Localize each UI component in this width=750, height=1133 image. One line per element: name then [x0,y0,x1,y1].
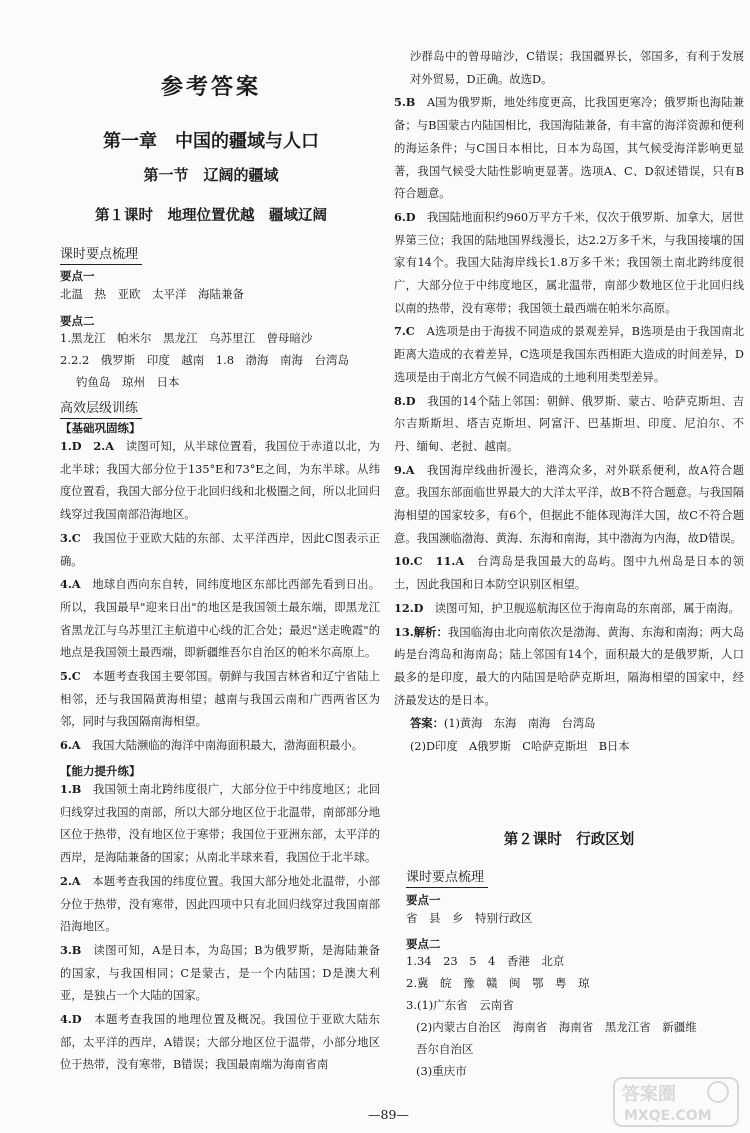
item-text: 地球自西向东自转，同纬度地区东部比西部先看到日出。所以，我国最早"迎来日出"的地区是我国领土最东端，即黑龙江省黑龙江与乌苏里江主航道中心线的汇合处；最迟"送走晚霞"的地点是我国领土最西端，即新疆维吾尔自治区的帕米尔高原上。 [60,578,380,660]
item-text: 读图可知，从半球位置看，我国位于赤道以北，为北半球；我国大部分位于135°E和73°E之间，为东半球。从纬度位置看，我国大部分位于北回归线和北极圈之间，所以北回归线穿过我国南部沿海地区。 [60,440,380,522]
item-number: 3.C [60,530,81,545]
answer-item [60,734,380,758]
item-text: 读图可知，A是日本，为岛国；B为俄罗斯，是海陆兼备的国家，与我国相同；C是蒙古，是一个内陆国；D是澳大利亚，是独占一个大陆的国家。 [60,943,380,1003]
item-number: 3.B [60,942,82,957]
point1-text: 北温 热 亚欧 太平洋 海陆兼备 [60,287,244,301]
answer-item [394,320,744,389]
item-number: 12.D [394,600,424,615]
item-number: 4.A [60,577,81,592]
point1-label: 要点一 [60,269,95,283]
watermark-logo [612,1074,740,1130]
item-text: 读图可知，护卫舰巡航海区位于海南岛的东南部，属于南海。 [434,601,740,615]
review-heading: 课时要点梳理 [60,243,138,262]
item-number: 10.C 11.A [394,554,465,569]
basic-items [60,435,380,758]
item-text: 我国领土南北跨纬度很广，大部分位于中纬度地区；北回归线穿过我国的南部，所以大部分地区位于北温带，南部部分地区位于热带，没有地区位于寒带；我国位于亚洲东部，太平洋的西岸，是海陆兼备的国家；从南北半球来看，我国位于北半球。 [60,783,380,865]
answer-item [394,459,744,551]
item-text: A国为俄罗斯，地处纬度更高，比我国更寒冷；俄罗斯也海陆兼备；与B国蒙古内陆国相比，我国海陆兼备，有丰富的海洋资源和便利的海运条件；与C国日本相比，日本为岛国，其气候受海洋影响更显著，我国气候受大陆性影响更显著。选项A、C、D叙述错误，只有B符合题意。 [394,96,744,201]
l2-point2-label: 要点二 [406,937,441,951]
answer-item [394,550,744,596]
chapter-title: 第一章 中国的疆域与人口 [103,131,319,152]
lesson-title: 第１课时 地理位置优越 疆域辽阔 [95,208,327,224]
item-number: 6.D [394,209,416,224]
l2-point2-line: 吾尔自治区 [416,1042,474,1056]
answer-label: 答案： [410,716,444,731]
item-text: 我国的14个陆上邻国：朝鲜、俄罗斯、蒙古、哈萨克斯坦、吉尔吉斯斯坦、塔吉克斯坦、阿富汗、巴基斯坦、印度、尼泊尔、不丹、缅甸、老挝、越南。 [394,394,744,453]
answer-item [394,597,744,621]
ability-items [60,778,380,1077]
item-text: A选项是由于海拔不同造成的景观差异，B选项是由于我国南北距离大造成的衣着差异，C选项是我国东西相距大造成的时间差异，D选项是由于南北方气候不同造成的土地利用类型差异。 [394,325,744,384]
item-number: 1.D 2.A [60,439,114,453]
l2-point2-line: (3)重庆市 [416,1064,467,1078]
answer-item [60,573,380,665]
l2-point2-line: 2.冀 皖 豫 赣 闽 鄂 粤 琼 [406,976,590,990]
ability-label: 【能力提升练】 [60,764,141,778]
answer-line [394,712,744,736]
item-text: 本题考查我国的地理位置及概况。我国位于亚欧大陆东部，太平洋的西岸，A错误；大部分地区位于温带，小部分地区位于热带，没有寒带，B错误；我国最南端为海南省南 [60,1013,380,1072]
item-number: 5.C [60,669,81,684]
l2-point1-label: 要点一 [406,893,441,907]
item-text: 我国位于亚欧大陆的东部、太平洋西岸，因此C图表示正确。 [60,531,380,568]
l2-point2-line: 3.(1)广东省 云南省 [406,998,514,1012]
lesson2-title: 第２课时 行政区划 [503,832,635,848]
item-text: 本题考查我国的纬度位置。我国大部分地处北温带，小部分位于热带，没有寒带，因此四项中只有北回归线穿过我国南部沿海地区。 [60,874,380,934]
item-number: 2.A [60,873,81,888]
training-heading: 高效层级训练 [60,397,138,416]
answer-item [394,46,744,91]
answer-text: (2)D印度 A俄罗斯 C哈萨克斯坦 B日本 [410,740,630,754]
answer-item [394,621,744,713]
item-number: 4.D [60,1012,82,1027]
point2-line: 钓鱼岛 琼州 日本 [76,375,180,389]
answer-line [394,736,744,759]
l2-point2-line: 1.34 23 5 4 香港 北京 [406,954,565,968]
svg-text:MXQE.COM: MXQE.COM [624,1108,712,1124]
item-number: 5.B [394,95,416,110]
point2-label: 要点二 [60,314,95,328]
answer-item [394,91,744,206]
l2-point2-line: (2)内蒙古自治区 海南省 海南省 黑龙江省 新疆维 [416,1020,697,1034]
right-items [394,46,744,759]
l2-point1-text: 省 县 乡 特别行政区 [406,911,533,925]
answer-item [60,435,380,527]
item-number: 6.A [60,738,81,753]
section-title: 第一节 辽阔的疆域 [143,166,279,184]
review-heading-2: 课时要点梳理 [406,866,484,885]
item-number: 8.D [394,393,416,408]
item-text: 我国大陆濒临的海洋中南海面积最大，渤海面积最小。 [91,739,364,753]
answer-item [60,1008,380,1077]
answer-item [60,527,380,573]
item-number: 13.解析： [394,624,448,639]
answer-item [394,206,744,321]
page-number: —89— [368,1107,409,1122]
item-text: 台湾岛是我国最大的岛屿。图中九州岛是日本的领土，因此我国和日本防空识别区相望。 [394,555,744,592]
item-text: 我国海岸线曲折漫长，港湾众多，对外联系便利，故A符合题意。我国东部面临世界最大的大洋太平洋，故B不符合题意。与我国隔海相望的国家较多，有6个，但据此不能体现海洋大国，故C不符合题意。我国濒临渤海、黄海、东海和南海，其中渤海为内海，故D错误。 [394,463,744,545]
left-column [50,0,380,1133]
item-text: 本题考查我国主要邻国。朝鲜与我国吉林省和辽宁省陆上相邻，还与我国隔黄海相望；越南与我国云南和广西两省区为邻，同时与我国隔南海相望。 [60,670,380,729]
item-text: 沙群岛中的曾母暗沙，C错误；我国疆界长，邻国多，有利于发展对外贸易，D正确。故选D。 [410,50,744,86]
right-column [394,0,744,1133]
answer-item [394,390,744,459]
answer-item [60,665,380,734]
answer-item [60,778,380,870]
basic-label: 【基础巩固练】 [60,421,141,435]
answer-item [60,939,380,1008]
answer-item [60,870,380,939]
point2-line: 2.2.2 俄罗斯 印度 越南 1.8 渤海 南海 台湾岛 [60,353,350,367]
svg-text:答案圈: 答案圈 [622,1084,676,1105]
item-text: 我国陆地面积约960万平方千米，仅次于俄罗斯、加拿大，居世界第三位；我国的陆地国界线漫长，达2.2万多千米，与我国接壤的国家有14个。我国大陆海岸线长1.8万多千米；我国领土南北跨纬度很广，大部分位于中纬度地区，属北温带，南部少数地区位于北回归线以南的热带，没有寒带；我国领土最西端在帕米尔高原。 [394,210,744,315]
answer-text: (1)黄海 东海 南海 台湾岛 [443,717,596,731]
item-number: 7.C [394,324,415,339]
item-text: 我国临海由北向南依次是渤海、黄海、东海和南海；两大岛屿是台湾岛和海南岛；陆上邻国有14个，面积最大的是俄罗斯，人口最多的是印度，最大的内陆国是哈萨克斯坦，隔海相望的国家中，经济最发达的是日本。 [394,625,744,707]
page-title: 参考答案 [160,75,261,100]
point2-line: 1.黑龙江 帕米尔 黑龙江 乌苏里江 曾母暗沙 [60,331,313,345]
item-number: 9.A [394,462,415,477]
item-number: 1.B [60,782,82,796]
